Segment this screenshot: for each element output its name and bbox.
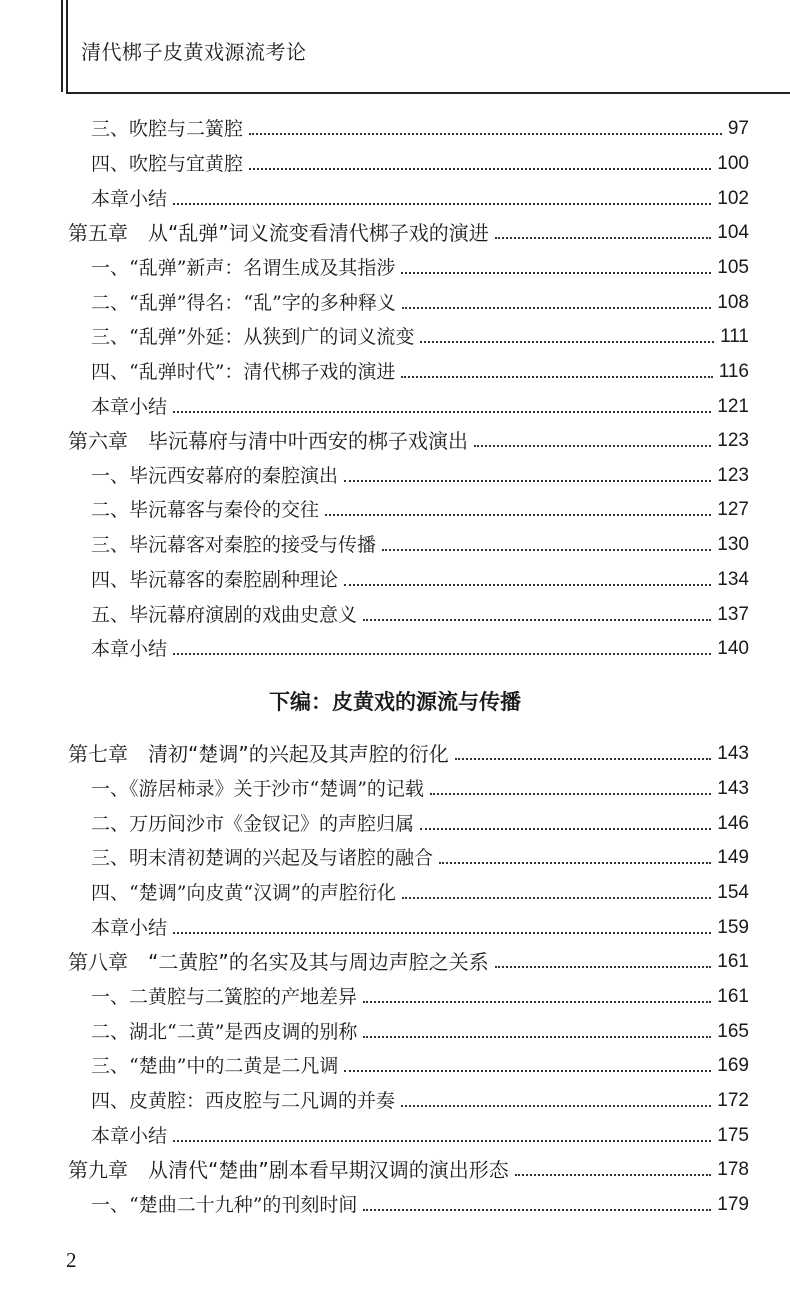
toc-entry-title: 一、“楚曲二十九种”的刊刻时间: [91, 1194, 358, 1216]
toc-section-entry[interactable]: [68, 388, 749, 418]
toc-entry-page: 146: [717, 813, 749, 834]
toc-entry-page: 172: [717, 1090, 749, 1111]
dot-leader: [249, 133, 722, 135]
toc-section-entry[interactable]: [68, 1186, 749, 1216]
toc-entry-title: 二、湖北“二黄”是西皮调的别称: [91, 1021, 358, 1043]
toc-section-entry[interactable]: [68, 874, 749, 904]
toc-section-entry[interactable]: [68, 318, 749, 348]
toc-entry-title: 第八章 “二黄腔”的名实及其与周边声腔之关系: [68, 950, 489, 974]
toc-entry-title: 一、二黄腔与二簧腔的产地差异: [91, 986, 358, 1008]
toc-entry-title: 二、“乱弹”得名：“乱”字的多种释义: [91, 292, 396, 314]
dot-leader: [420, 341, 714, 343]
header-rule-vertical: [66, 0, 68, 92]
toc-entry-title: 本章小结: [91, 1125, 168, 1147]
toc-entry-page: 105: [717, 257, 749, 278]
toc-entry-page: 159: [717, 917, 749, 938]
toc-entry-title: 四、“楚调”向皮黄“汉调”的声腔衍化: [91, 882, 396, 904]
dot-leader: [474, 445, 711, 447]
toc-section-entry[interactable]: [68, 839, 749, 869]
toc-entry-page: 130: [717, 534, 749, 555]
toc-entry-title: 二、毕沅幕客与秦伶的交往: [91, 499, 320, 521]
toc-section-entry[interactable]: [68, 1117, 749, 1147]
toc-entry-title: 本章小结: [91, 188, 168, 210]
toc-entry-page: 178: [717, 1159, 749, 1180]
dot-leader: [363, 1036, 711, 1038]
toc-section-entry[interactable]: [68, 909, 749, 939]
dot-leader: [173, 653, 711, 655]
dot-leader: [401, 272, 711, 274]
toc-entry-page: 134: [717, 569, 749, 590]
dot-leader: [344, 584, 711, 586]
dot-leader: [173, 411, 711, 413]
dot-leader: [173, 1140, 711, 1142]
toc-entry-page: 97: [727, 118, 749, 139]
toc-section-entry[interactable]: [68, 1047, 749, 1077]
toc-entry-page: 116: [718, 361, 749, 382]
toc-entry-page: 169: [717, 1055, 749, 1076]
toc-section-entry[interactable]: [68, 180, 749, 210]
toc-entry-title: 三、“楚曲”中的二黄是二凡调: [91, 1055, 339, 1077]
toc-section-entry[interactable]: [68, 596, 749, 626]
toc-entry-page: 140: [717, 638, 749, 659]
header-rule-horizontal: [66, 92, 790, 94]
dot-leader: [439, 862, 711, 864]
toc-entry-title: 四、“乱弹时代”：清代梆子戏的演进: [91, 361, 396, 383]
header-rule-vertical: [61, 0, 63, 92]
toc-entry-title: 四、皮黄腔：西皮腔与二凡调的并奏: [91, 1090, 396, 1112]
toc-entry-page: 104: [717, 222, 749, 243]
toc-chapter-entry[interactable]: [68, 735, 749, 765]
toc-section-entry[interactable]: [68, 770, 749, 800]
toc-section-entry[interactable]: [68, 353, 749, 383]
toc-section-entry[interactable]: [68, 805, 749, 835]
toc-entry-page: 143: [717, 778, 749, 799]
toc-entry-page: 123: [717, 465, 749, 486]
toc-entry-title: 三、明末清初楚调的兴起及与诸腔的融合: [91, 847, 434, 869]
dot-leader: [402, 307, 711, 309]
toc-chapter-entry[interactable]: [68, 943, 749, 973]
toc-entry-page: 121: [717, 396, 749, 417]
toc-entry-page: 179: [717, 1194, 749, 1215]
toc-entry-title: 三、吹腔与二簧腔: [91, 118, 244, 140]
toc-section-entry[interactable]: [68, 630, 749, 660]
toc-entry-title: 第六章 毕沅幕府与清中叶西安的梆子戏演出: [68, 429, 468, 453]
dot-leader: [401, 376, 712, 378]
toc-entry-title: 本章小结: [91, 396, 168, 418]
page-number: 2: [66, 1248, 77, 1272]
toc-entry-title: 第七章 清初“楚调”的兴起及其声腔的衍化: [68, 742, 449, 766]
toc-entry-title: 四、毕沅幕客的秦腔剧种理论: [91, 569, 339, 591]
toc-chapter-entry[interactable]: [68, 422, 749, 452]
toc-entry-page: 161: [717, 986, 749, 1007]
toc-entry-title: 三、“乱弹”外延：从狭到广的词义流变: [91, 326, 415, 348]
toc-entry-page: 100: [717, 153, 749, 174]
toc-entry-title: 三、毕沅幕客对秦腔的接受与传播: [91, 534, 377, 556]
toc-entry-title: 五、毕沅幕府演剧的戏曲史意义: [91, 604, 358, 626]
toc-section-entry[interactable]: [68, 491, 749, 521]
dot-leader: [344, 480, 711, 482]
dot-leader: [495, 237, 712, 239]
toc-entry-title: 一、毕沅西安幕府的秦腔演出: [91, 465, 339, 487]
toc-entry-title: 本章小结: [91, 638, 168, 660]
dot-leader: [515, 1174, 712, 1176]
toc-entry-title: 第五章 从“乱弹”词义流变看清代梆子戏的演进: [68, 221, 489, 245]
toc-entry-page: 154: [717, 882, 749, 903]
dot-leader: [420, 828, 711, 830]
toc-chapter-entry[interactable]: [68, 1151, 749, 1181]
toc-entry-page: 123: [717, 430, 749, 451]
dot-leader: [495, 966, 712, 968]
toc-entry-page: 127: [717, 499, 749, 520]
toc-entry-page: 143: [717, 743, 749, 764]
toc-entry-title: 四、吹腔与宜黄腔: [91, 153, 244, 175]
part-title: 下编：皮黄戏的源流与传播: [269, 689, 521, 714]
dot-leader: [173, 932, 711, 934]
toc-entry-title: 一、“乱弹”新声：名谓生成及其指涉: [91, 257, 396, 279]
toc-section-entry[interactable]: [68, 978, 749, 1008]
toc-entry-page: 102: [717, 188, 749, 209]
toc-section-entry[interactable]: [68, 1082, 749, 1112]
dot-leader: [401, 1105, 711, 1107]
toc-section-entry[interactable]: [68, 1013, 749, 1043]
toc-chapter-entry[interactable]: [68, 214, 749, 244]
toc-entry-title: 一、《游居柿录》关于沙市“楚调”的记载: [91, 778, 424, 800]
dot-leader: [344, 1070, 711, 1072]
dot-leader: [402, 897, 711, 899]
dot-leader: [430, 793, 711, 795]
toc-entry-page: 161: [717, 951, 749, 972]
dot-leader: [325, 514, 711, 516]
toc-entry-page: 175: [717, 1125, 749, 1146]
toc-entry-title: 二、万历间沙市《金钗记》的声腔归属: [91, 813, 415, 835]
dot-leader: [173, 203, 711, 205]
toc-entry-page: 165: [717, 1021, 749, 1042]
toc-entry-page: 149: [717, 847, 749, 868]
toc-entry-page: 137: [717, 604, 749, 625]
toc-section-entry[interactable]: [68, 284, 749, 314]
toc-section-entry[interactable]: [68, 249, 749, 279]
toc-entry-page: 111: [720, 326, 749, 347]
toc-section-entry[interactable]: [68, 561, 749, 591]
toc-section-entry[interactable]: [68, 110, 749, 140]
toc-section-entry[interactable]: [68, 457, 749, 487]
toc-section-entry[interactable]: [68, 145, 749, 175]
toc-section-entry[interactable]: [68, 526, 749, 556]
dot-leader: [249, 168, 711, 170]
dot-leader: [382, 549, 711, 551]
toc-entry-title: 本章小结: [91, 917, 168, 939]
running-head: 清代梆子皮黄戏源流考论: [81, 40, 307, 64]
dot-leader: [455, 758, 712, 760]
toc-entry-page: 108: [717, 292, 749, 313]
dot-leader: [363, 619, 711, 621]
toc-entry-title: 第九章 从清代“楚曲”剧本看早期汉调的演出形态: [68, 1158, 509, 1182]
dot-leader: [363, 1209, 711, 1211]
dot-leader: [363, 1001, 711, 1003]
